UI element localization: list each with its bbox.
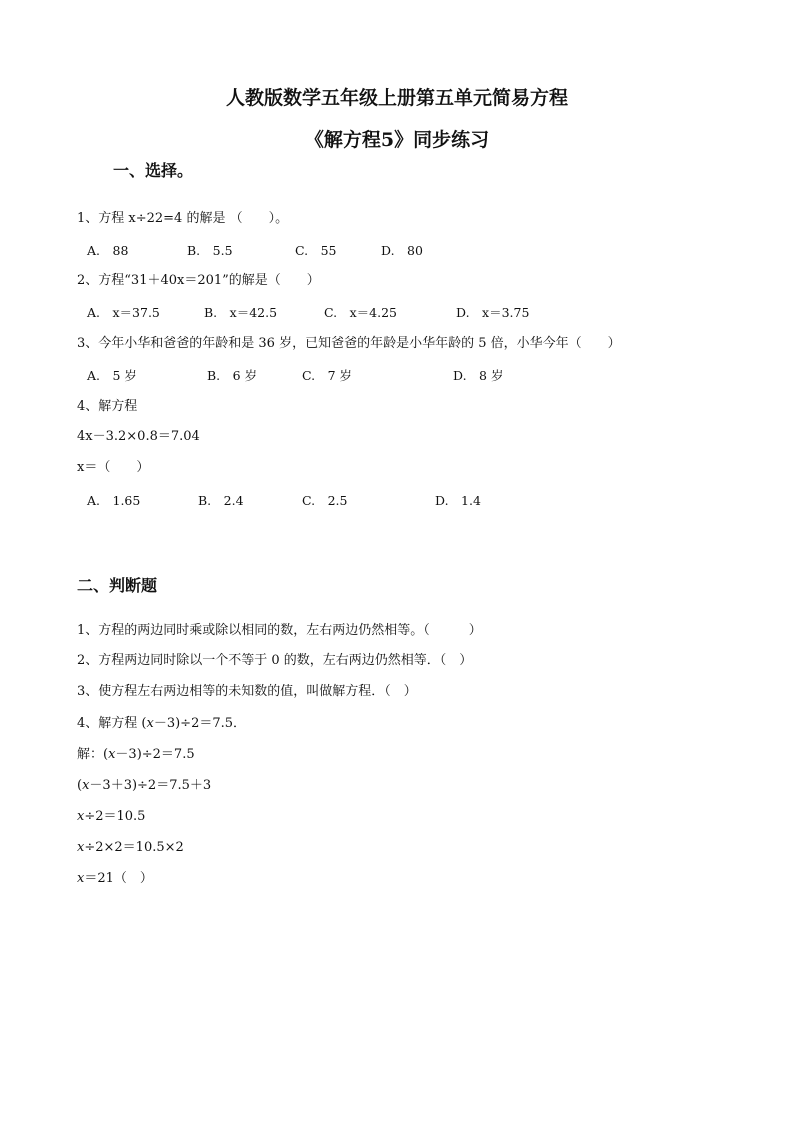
step-rest: ＝21（ ） <box>84 871 153 886</box>
solution-step-2 <box>77 777 211 795</box>
section-2-heading: 二、判断题 <box>77 576 158 595</box>
option-d: D. x＝3.75 <box>456 305 530 320</box>
solution-step-5 <box>77 870 153 888</box>
variable-x: x <box>146 716 154 731</box>
solution-step-3 <box>77 808 145 826</box>
step-rest: ÷2×2＝10.5×2 <box>84 840 184 855</box>
judgment-4-suffix: －3)÷2＝7.5． <box>153 716 247 731</box>
option-d: D. 1.4 <box>435 493 481 508</box>
question-4-answer-line: x＝（ ） <box>77 460 150 475</box>
solution-step-4 <box>77 839 184 857</box>
option-a: A. x＝37.5 <box>87 305 160 320</box>
option-b: B. 6 岁 <box>207 368 258 383</box>
document-title: 人教版数学五年级上册第五单元简易方程 <box>225 87 568 109</box>
question-4-equation: 4x－3.2×0.8＝7.04 <box>77 429 200 444</box>
solution-step-1 <box>77 746 195 764</box>
option-b: B. x＝42.5 <box>204 305 278 320</box>
option-a: A. 5 岁 <box>87 368 137 383</box>
question-2: 2、方程“31＋40x＝201”的解是（ ） <box>77 273 320 288</box>
option-c: C. x＝4.25 <box>324 305 397 320</box>
step-rest: －3)÷2＝7.5 <box>115 747 195 762</box>
step-lead: ( <box>77 778 83 793</box>
option-d: D. 8 岁 <box>453 368 504 383</box>
judgment-4 <box>77 715 246 733</box>
judgment-2: 2、方程两边同时除以一个不等于 0 的数，左右两边仍然相等．（ ） <box>77 653 473 668</box>
step-rest: －3＋3)÷2＝7.5＋3 <box>89 778 212 793</box>
judgment-4-prefix: 4、解方程 ( <box>77 716 147 731</box>
step-lead: 解：( <box>77 747 109 762</box>
document-subtitle: 《解方程5》同步练习 <box>304 129 490 151</box>
option-a: A. 1.65 <box>87 493 141 508</box>
option-c: C. 2.5 <box>302 493 348 508</box>
question-3: 3、今年小华和爸爸的年龄和是 36 岁，已知爸爸的年龄是小华年龄的 5 倍，小华今年（ ） <box>77 336 621 351</box>
option-c: C. 7 岁 <box>302 368 353 383</box>
judgment-3: 3、使方程左右两边相等的未知数的值，叫做解方程．（ ） <box>77 684 417 699</box>
question-4: 4、解方程 <box>77 399 138 414</box>
option-b: B. 2.4 <box>198 493 244 508</box>
section-1-heading: 一、选择。 <box>113 161 194 180</box>
option-b: B. 5.5 <box>187 243 233 258</box>
question-1: 1、方程 x÷22=4 的解是 （ ）。 <box>77 211 289 226</box>
variable-x: x <box>82 778 90 793</box>
option-c: C. 55 <box>295 243 337 258</box>
judgment-1: 1、方程的两边同时乘或除以相同的数，左右两边仍然相等。（ ） <box>77 623 482 638</box>
step-rest: ÷2＝10.5 <box>84 809 146 824</box>
variable-x: x <box>77 871 85 886</box>
variable-x: x <box>77 809 85 824</box>
variable-x: x <box>77 840 85 855</box>
option-a: A. 88 <box>87 243 129 258</box>
option-d: D. 80 <box>381 243 423 258</box>
variable-x: x <box>108 747 116 762</box>
